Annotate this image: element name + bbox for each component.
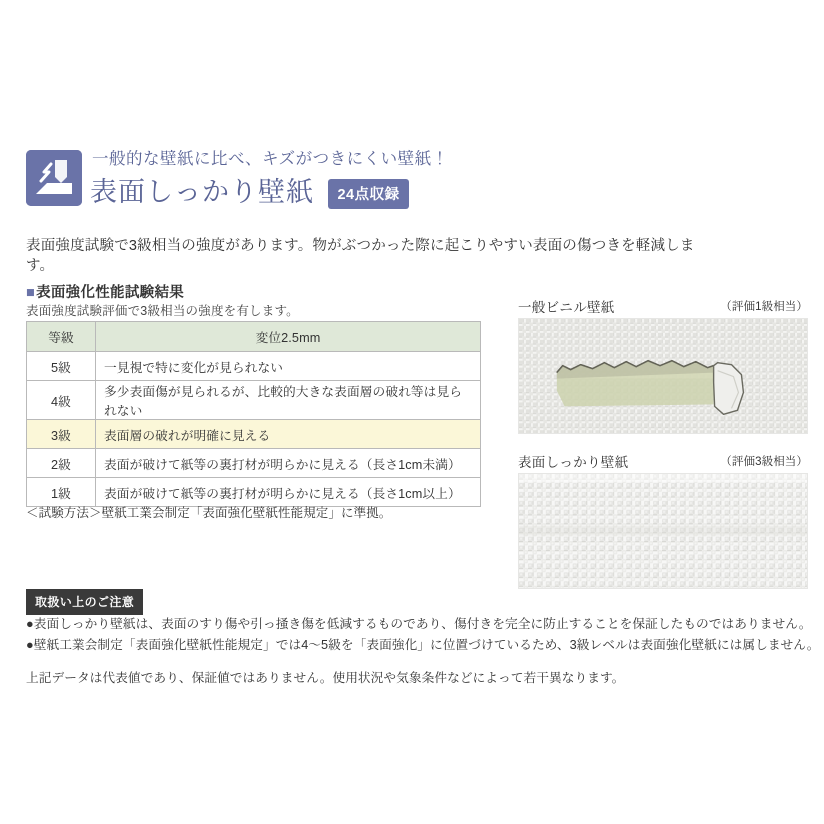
table-row <box>27 381 481 420</box>
count-badge: 24点収録 <box>328 179 408 209</box>
photo-block-general-vinyl <box>518 296 808 434</box>
header-tagline: 一般的な壁紙に比べ、キズがつきにくい壁紙！ <box>92 150 449 168</box>
notice-footer: 上記データは代表値であり、保証値ではありません。使用状況や気象条件などによって若干異なります。 <box>26 671 625 685</box>
page-title: 表面しっかり壁紙 <box>90 177 314 207</box>
cell-grade: 2級 <box>27 449 96 478</box>
photo-grade-label: （評価1級相当） <box>720 301 808 313</box>
notice-bullet: ●壁紙工業会制定「表面強化壁紙性能規定」では4〜5級を「表面強化」に位置づけているため、3級レベルは表面強化壁紙には属しません。 <box>26 638 820 652</box>
column-header-grade: 等級 <box>27 322 96 352</box>
section-heading-label: 表面強化性能試験結果 <box>36 285 185 301</box>
table-row-highlighted <box>27 420 481 449</box>
product-header <box>26 146 496 216</box>
photo-title: 表面しっかり壁紙 <box>518 455 629 470</box>
grade-table-body <box>27 352 481 507</box>
grade-table <box>26 321 481 507</box>
cell-description: 表面が破けて紙等の裏打材が明らかに見える（長さ1cm未満） <box>96 449 481 478</box>
cell-description: 表面層の破れが明確に見える <box>96 420 481 449</box>
photo-block-reinforced <box>518 451 808 589</box>
cell-grade: 4級 <box>27 381 96 420</box>
cell-description: 一見視で特に変化が見られない <box>96 352 481 381</box>
photo-title: 一般ビニル壁紙 <box>518 300 615 315</box>
cell-description: 表面が破けて紙等の裏打材が明らかに見える（長さ1cm以上） <box>96 478 481 507</box>
intro-text: 表面強度試験で3級相当の強度があります。物がぶつかった際に起こりやすい表面の傷つきを軽減します。 <box>26 238 695 274</box>
intact-reinforced-wallpaper-photo <box>518 473 808 589</box>
column-header-displacement: 変位2.5mm <box>96 322 481 352</box>
section-heading <box>26 281 184 302</box>
title-row <box>90 172 409 212</box>
test-method-note: ＜試験方法＞壁紙工業会制定「表面強化壁紙性能規定」に準拠。 <box>26 506 392 520</box>
cell-grade: 5級 <box>27 352 96 381</box>
photo-caption <box>518 296 808 318</box>
grade-table-head <box>27 322 481 352</box>
cell-grade: 3級 <box>27 420 96 449</box>
photo-caption <box>518 451 808 473</box>
scratch-impact-icon <box>26 150 82 206</box>
notice-bullet: ●表面しっかり壁紙は、表面のすり傷や引っ掻き傷を低減するものであり、傷付きを完全に防止することを保証したものではありません。 <box>26 617 812 631</box>
section-subheading: 表面強度試験評価で3級相当の強度を有します。 <box>26 304 299 318</box>
cell-description: 多少表面傷が見られるが、比較的大きな表面層の破れ等は見られない <box>96 381 481 420</box>
table-row <box>27 352 481 381</box>
notice-spacer <box>26 656 801 668</box>
photo-grade-label: （評価3級相当） <box>720 456 808 468</box>
torn-vinyl-wallpaper-photo <box>518 318 808 434</box>
notice-badge: 取扱い上のご注意 <box>26 589 143 615</box>
notice-list <box>26 614 820 689</box>
table-header-row <box>27 322 481 352</box>
cell-grade: 1級 <box>27 478 96 507</box>
square-marker-icon: ■ <box>26 285 36 301</box>
table-row <box>27 449 481 478</box>
